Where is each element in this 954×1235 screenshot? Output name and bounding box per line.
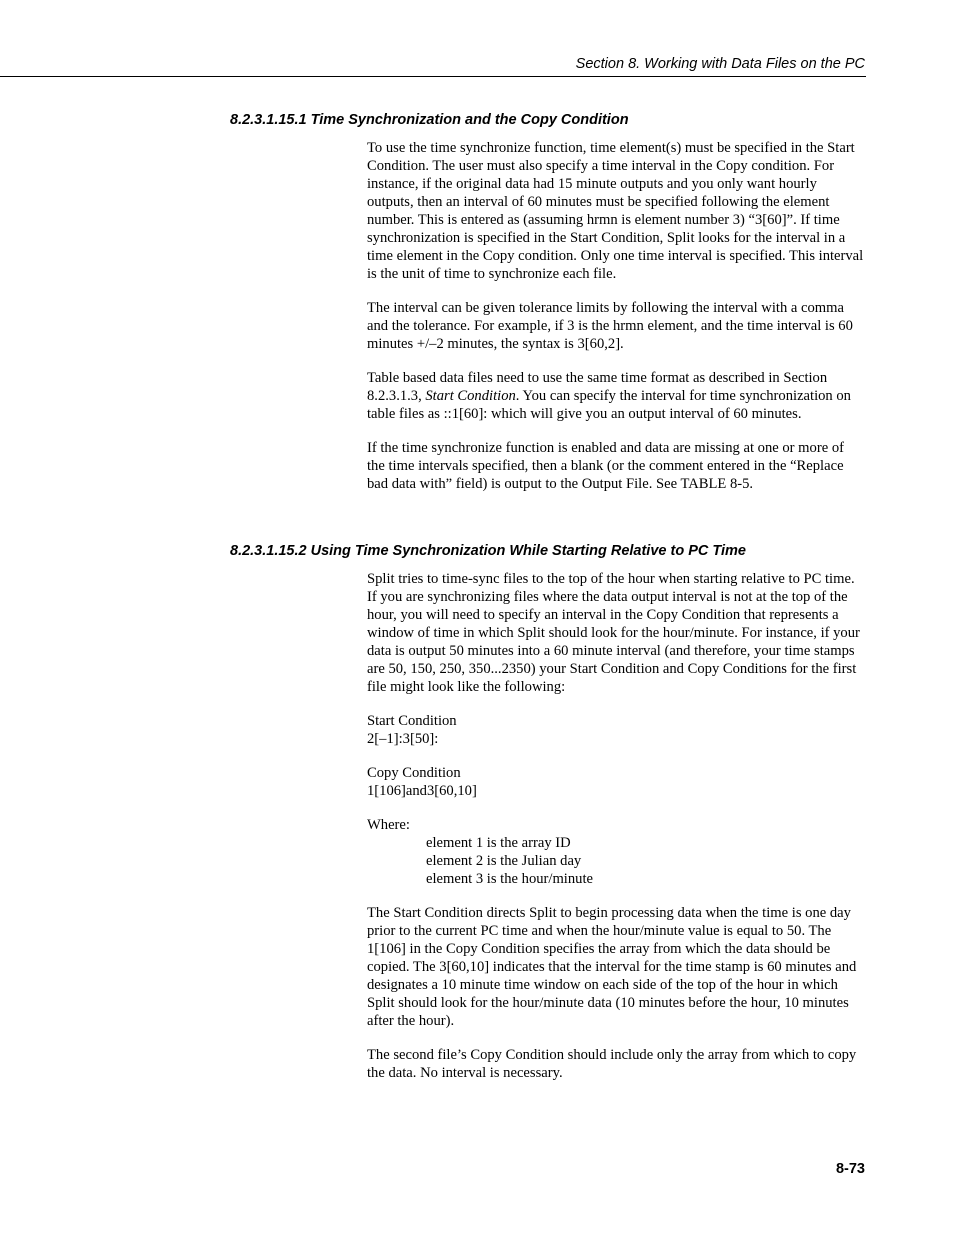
copy-condition-value: 1[106]and3[60,10] <box>367 783 477 799</box>
paragraph-time-sync-intro: To use the time synchronize function, time element(s) must be specified in the Start Condition. The user must also specify a time interval in the Copy condition. For instance, if the original data had 15 minute outputs and you only want hourly outputs, then an interval of 60 minutes must be specified following the element number. This is entered as (assuming hrmn is element number 3) “3[60]”. If time synchronization is specified in the Start Condition, Split looks for the interval in a time element in the Copy condition. Only one time interval is specified. This interval is the unit of time to synchronize each file. <box>367 140 864 282</box>
paragraph-relative-pc-time-intro: Split tries to time-sync files to the top of the hour when starting relative to PC time. If you are synchronizing files where the data output interval is not at the top of the hour, you will need to specify an interval in the Copy Condition that represents a window of time in which Split should look for the hour/minute. For instance, if your data is output 50 minutes into a 60 minute interval (and therefore, your time stamps are 50, 150, 250, 350...2350) your Start Condition and Copy Conditions for the first file might look like the following: <box>367 571 860 695</box>
paragraph-table-based-files <box>367 369 865 423</box>
section-heading-relative-pc-time: 8.2.3.1.15.2 Using Time Synchronization While Starting Relative to PC Time <box>230 543 746 559</box>
paragraph-table-text-before: Table based data files need to use the same time format as described in Section 8.2.3.1.3, <box>367 370 828 404</box>
copy-condition-example <box>367 764 865 800</box>
where-list <box>367 816 865 888</box>
section1-body <box>367 139 865 493</box>
paragraph-tolerance-limits: The interval can be given tolerance limits by following the interval with a comma and the tolerance. For example, if 3 is the hrmn element, and the time interval is 60 minutes +/–2 minutes, the syntax is 3[60,2]. <box>367 300 853 352</box>
running-header: Section 8. Working with Data Files on the PC <box>575 56 865 72</box>
start-condition-reference: Start Condition <box>425 388 516 404</box>
page-number: 8-73 <box>835 1161 865 1177</box>
copy-condition-label: Copy Condition <box>367 765 461 781</box>
start-condition-example <box>367 712 865 748</box>
header-rule <box>0 76 866 77</box>
section2-body <box>367 570 865 1082</box>
paragraph-start-condition-explanation: The Start Condition directs Split to begin processing data when the time is one day prior to the current PC time and when the hour/minute value is equal to 50. The 1[106] in the Copy Condition specifies the array from which the data should be copied. The 3[60,10] indicates that the interval for the time stamp is 60 minutes and designates a 10 minute time window on each side of the top of the hour in which Split should look for the hour/minute data (10 minutes before the hour, 10 minutes after the hour). <box>367 905 857 1029</box>
paragraph-second-file: The second file’s Copy Condition should include only the array from which to copy the data. No interval is necessary. <box>367 1047 857 1081</box>
where-item-hour-minute: element 3 is the hour/minute <box>426 871 593 887</box>
start-condition-value: 2[–1]:3[50]: <box>367 731 439 747</box>
section-heading-time-sync-copy-condition: 8.2.3.1.15.1 Time Synchronization and the Copy Condition <box>230 112 629 128</box>
where-item-array-id: element 1 is the array ID <box>426 835 571 851</box>
paragraph-missing-data: If the time synchronize function is enabled and data are missing at one or more of the time intervals specified, then a blank (or the comment entered in the “Replace bad data with” field) is output to the Output File. See TABLE 8-5. <box>367 440 844 492</box>
where-label: Where: <box>367 817 410 833</box>
start-condition-label: Start Condition <box>367 713 457 729</box>
where-item-julian-day: element 2 is the Julian day <box>426 853 582 869</box>
paragraph-table-text-after: . You can specify the interval for time synchronization on table files as ::1[60]: which will give you an output interval of 60 minutes. <box>367 388 851 422</box>
